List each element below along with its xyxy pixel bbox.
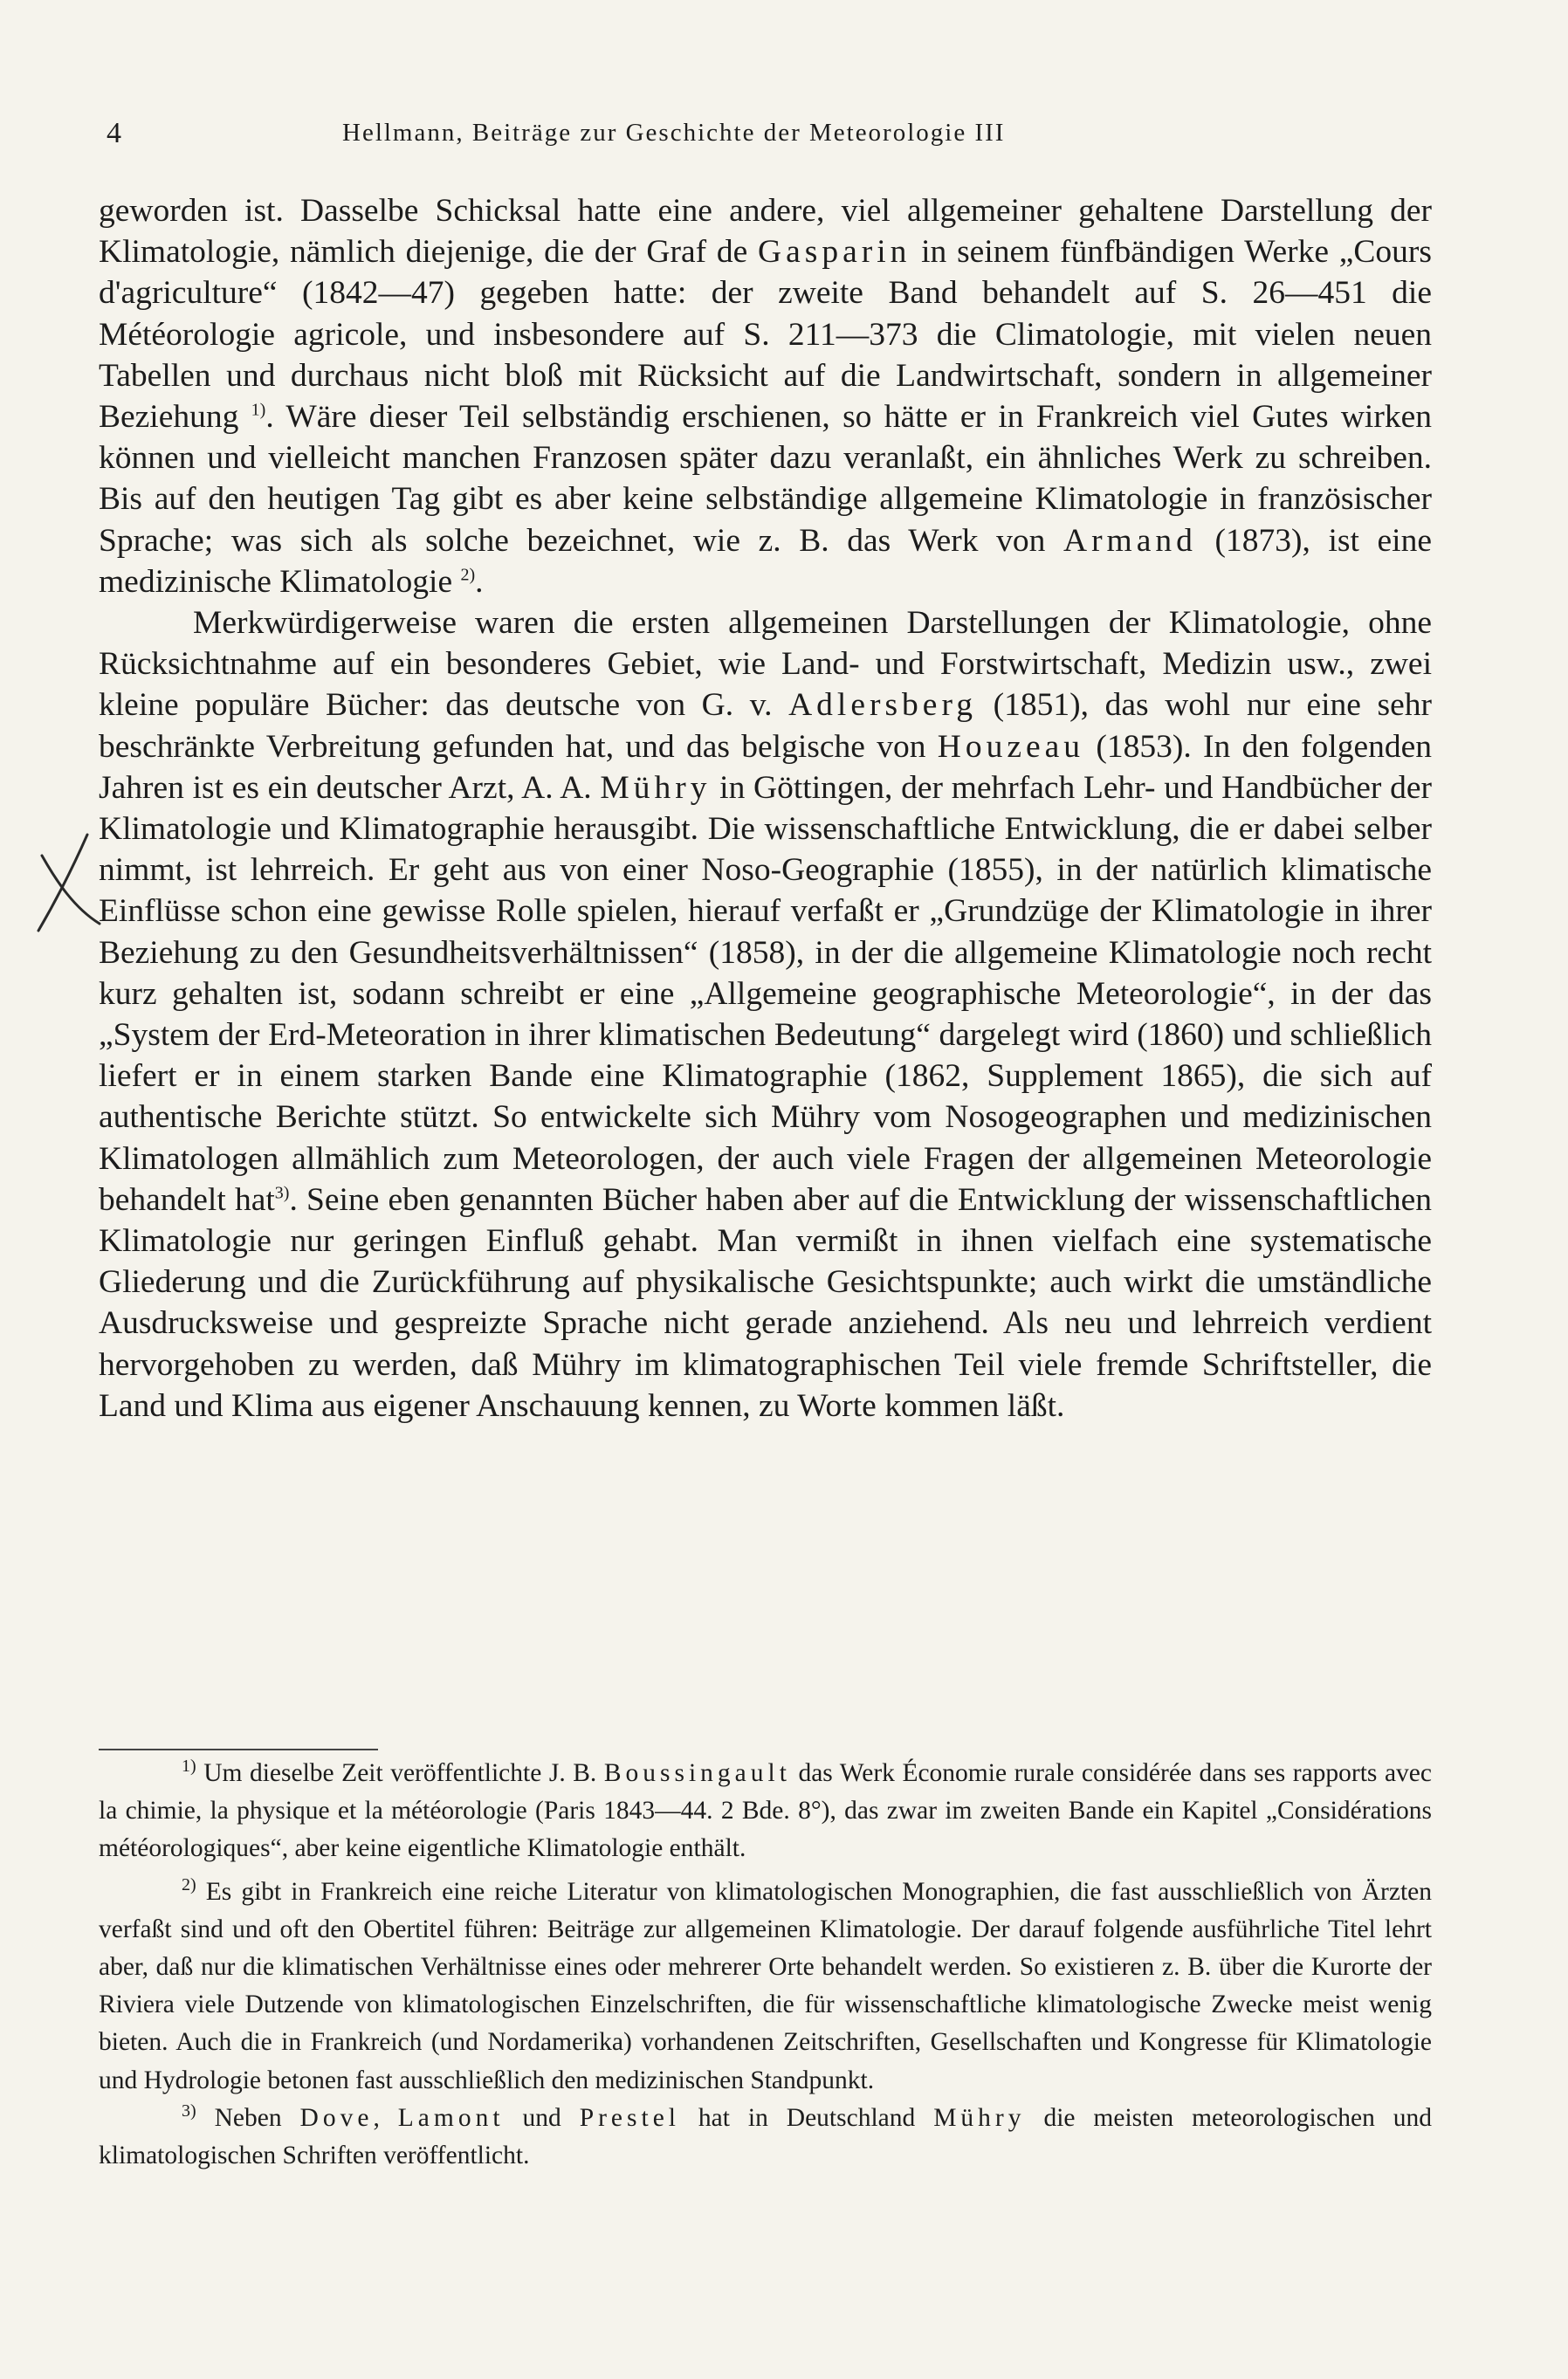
author-name: Mühry: [933, 2103, 1026, 2132]
author-name: Armand: [1063, 522, 1197, 559]
page-header: [107, 112, 1442, 154]
author-name: Houzeau: [937, 728, 1085, 765]
author-name: Lamont: [397, 2103, 505, 2132]
running-title: Hellmann, Beiträge zur Geschichte der Meteorologie III: [342, 119, 1006, 147]
footnotes: [99, 1755, 1432, 2175]
paragraph-2: Merkwürdigerweise waren die ersten allgemeinen Darstellungen der Klimatologie, ohne Rücksichtnahme auf ein besonderes Gebiet, wie Land- und Forstwirtschaft, Medizin usw., zwei kleine populäre Bücher: das deutsche von G. v. Adlersberg (1851), das wohl nur eine sehr beschränkte Verbreitung gefunden hat, und das belgische von Houzeau (1853). In den folgenden Jahren ist es ein deutscher Arzt, A. A. Mühry in Göttingen, der mehrfach Lehr- und Handbücher der Klimatologie und Klimatographie herausgibt. Die wissenschaftliche Entwicklung, die er dabei selber nimmt, ist lehrreich. Er geht aus von einer Noso-Geographie (1855), in der natürlich klimatische Einflüsse schon eine gewisse Rolle spielen, hierauf verfaßt er „Grundzüge der Klimatologie in ihrer Beziehung zu den Gesundheitsverhältnissen“ (1858), in der die allgemeine Klimatologie noch recht kurz gehalten ist, sodann schreibt er eine „Allgemeine geographische Meteorologie“, in der das „System der Erd-Meteoration in ihrer klimatischen Bedeutung“ dargelegt wird (1860) und schließlich liefert er in einem starken Bande eine Klimatographie (1862, Supplement 1865), die sich auf authentische Berichte stützt. So entwickelte sich Mühry vom Nosogeographen und medizinischen Klimatologen allmählich zum Meteorologen, der auch viele Fragen der allgemeinen Meteorologie behandelt hat$^{3)}$. Seine eben genannten Bücher haben aber auf die Entwicklung der wissenschaftlichen Klimatologie nur geringen Einfluß gehabt. Man vermißt in ihnen vielfach eine systematische Gliederung und die Zurückführung auf physikalische Gesichtspunkte; auch wirkt die umständliche Ausdrucksweise und gespreizte Sprache nicht gerade anziehend. Als neu und lehrreich verdient hervorgehoben zu werden, daß Mühry im klimatographischen Teil viele fremde Schriftsteller, die Land und Klima aus eigener Anschauung kennen, zu Worte kommen läßt.: [99, 605, 1432, 1424]
author-name: Boussingault: [603, 1759, 791, 1787]
footnote-mark: 2): [182, 1874, 196, 1894]
body-text: [99, 190, 1432, 1427]
footnote-1: $^{1)}$ Um dieselbe Zeit veröffentlichte J. B. Boussingault das Werk Économie rurale considérée dans ses rapports avec la chimie, la physique et la météorologie (Paris 1843—44. 2 Bde. 8°), das zwar im zweiten Bande ein Kapitel „Considérations météorologiques“, aber keine eigentliche Klimatologie enthält.: [99, 1757, 1432, 1863]
footnote-mark: 1): [182, 1757, 196, 1777]
author-name: Adlersberg: [788, 687, 978, 724]
author-name: Gasparin: [758, 234, 911, 271]
footnote-mark: 3): [182, 2101, 196, 2121]
author-name: Mühry: [600, 769, 712, 806]
footnote-divider: [99, 1749, 378, 1750]
paragraph-1: geworden ist. Dasselbe Schicksal hatte eine andere, viel allgemeiner gehaltene Darstellung der Klimatologie, nämlich diejenige, die der Graf de Gasparin in seinem fünfbändigen Werke „Cours d'agriculture“ (1842—47) gegeben hatte: der zweite Band behandelt auf S. 26—451 die Météorologie agricole, und insbesondere auf S. 211—373 die Climatologie, mit vielen neuen Tabellen und durchaus nicht bloß mit Rücksicht auf die Landwirtschaft, sondern in allgemeiner Beziehung $^{1)}$. Wäre dieser Teil selbständig erschienen, so hätte er in Frankreich viel Gutes wirken können und vielleicht manchen Franzosen später dazu veranlaßt, ein ähnliches Werk zu schreiben. Bis auf den heutigen Tag gibt es aber keine selbständige allgemeine Klimatologie in französischer Sprache; was sich als solche bezeichnet, wie z. B. das Werk von Armand (1873), ist eine medizinische Klimatologie $^{2)}$.: [99, 193, 1432, 600]
handwritten-x-mark: [26, 829, 105, 934]
page-number: 4: [107, 117, 123, 149]
footnote-ref: 3): [274, 1183, 290, 1203]
author-name: Prestel: [579, 2103, 680, 2132]
footnote-2: $^{2)}$ Es gibt in Frankreich eine reiche Literatur von klimatologischen Monographien, die fast ausschließlich von Ärzten verfaßt sind und oft den Obertitel führen: Beiträge zur allgemeinen Klimatologie. Der darauf folgende ausführliche Titel lehrt aber, daß nur die klimatischen Verhältnisse eines oder mehrerer Orte behandelt werden. So existieren z. B. über die Kurorte der Riviera viele Dutzende von klimatologischen Einzelschriften, die für wissenschaftliche klimatologische Zwecke meist wenig bieten. Auch die in Frankreich (und Nordamerika) vorhandenen Zeitschriften, Gesellschaften und Kongresse für Klimatologie und Hydrologie betonen fast ausschließlich den medizinischen Standpunkt.: [99, 1874, 1432, 2094]
author-name: Dove: [299, 2103, 374, 2132]
footnote-ref: 1): [251, 400, 266, 420]
footnote-ref: 2): [460, 565, 476, 585]
footnote-3: $^{3)}$ Neben Dove, Lamont und Prestel hat in Deutschland Mühry die meisten meteorologischen und klimatologischen Schriften veröffentlicht.: [99, 2101, 1433, 2170]
